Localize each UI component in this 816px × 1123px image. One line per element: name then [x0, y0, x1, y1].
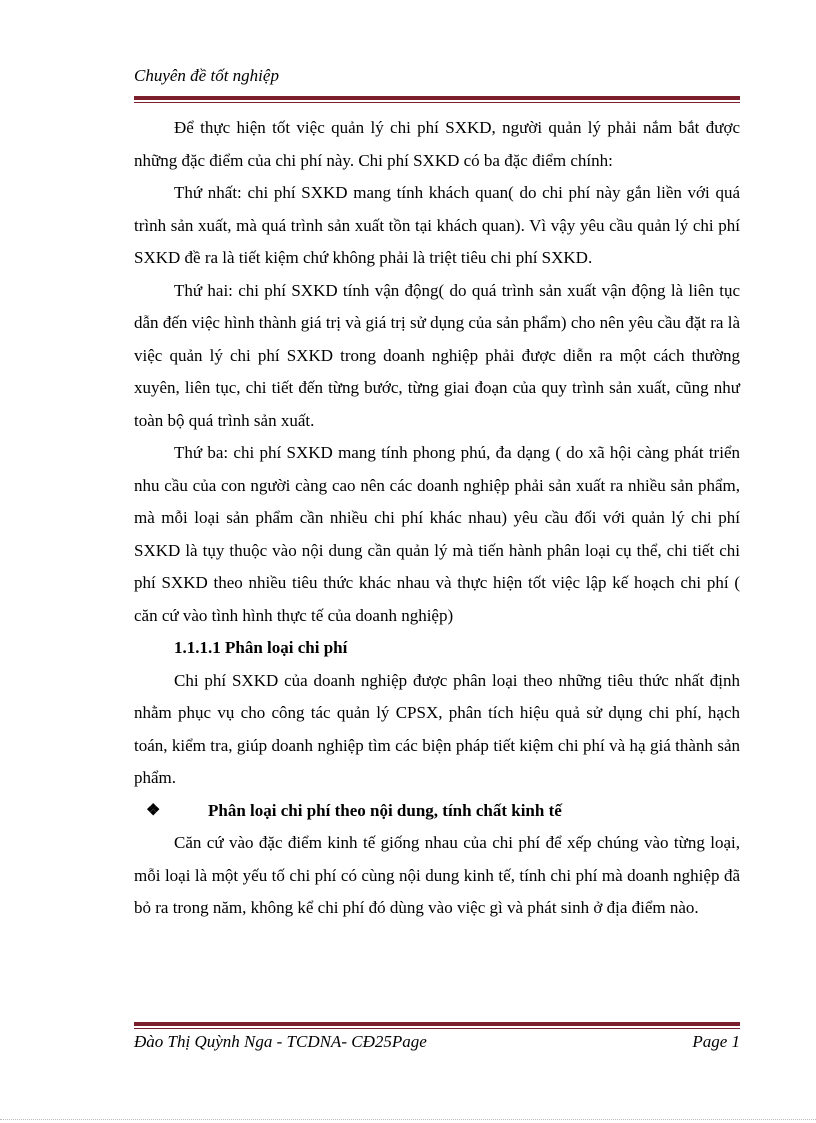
section-paragraph: Chi phí SXKD của doanh nghiệp được phân loại theo những tiêu thức nhất định nhằm phục vụ cho công tác quản lý CPSX, phân tích hiệu quả sử dụng chi phí, hạch toán, kiểm tra, giúp doanh nghiệp tìm các biện pháp tiết kiệm chi phí và hạ giá thành sản phẩm.: [134, 670, 740, 787]
footer: [134, 1032, 740, 1052]
page-edge-divider: [0, 1119, 816, 1120]
page-number: Page 1: [692, 1032, 740, 1051]
header-rule: [134, 96, 740, 103]
first-characteristic-paragraph: Thứ nhất: chi phí SXKD mang tính khách quan( do chi phí này gắn liền với quá trình sản xuất, mà quá trình sản xuất tồn tại khách quan). Vì vậy yêu cầu quản lý chi phí SXKD đề ra là tiết kiệm chứ không phải là triệt tiêu chi phí SXKD.: [134, 183, 740, 267]
diamond-bullet-icon: ❖: [146, 801, 161, 819]
intro-paragraph: Để thực hiện tốt việc quản lý chi phí SXKD, người quản lý phải nắm bắt được những đặc điểm của chi phí này. Chi phí SXKD có ba đặc điểm chính:: [134, 118, 740, 170]
footer-rule: [134, 1022, 740, 1029]
bullet-heading-row: [134, 795, 740, 828]
footer-author: Đào Thị Quỳnh Nga - TCDNA- CĐ25Page: [134, 1032, 427, 1051]
bullet-heading: Phân loại chi phí theo nội dung, tính chất kinh tế: [208, 800, 562, 820]
second-characteristic-paragraph: Thứ hai: chi phí SXKD tính vận động( do quá trình sản xuất vận động là liên tục dẫn đến việc hình thành giá trị và giá trị sử dụng của sản phẩm) cho nên yêu cầu đặt ra là việc quản lý chi phí SXKD trong doanh nghiệp phải được diễn ra một cách thường xuyên, liên tục, chi tiết đến từng bước, từng giai đoạn của quy trình sản xuất, cũng như toàn bộ quá trình sản xuất.: [134, 280, 740, 430]
bullet-paragraph: Căn cứ vào đặc điểm kinh tế giống nhau của chi phí để xếp chúng vào từng loại, mỗi loại là một yếu tố chi phí có cùng nội dung kinh tế, tính chi phí mà doanh nghiệp đã bỏ ra trong năm, không kể chi phí đó dùng vào việc gì và phát sinh ở địa điểm nào.: [134, 833, 740, 917]
third-characteristic-paragraph: Thứ ba: chi phí SXKD mang tính phong phú, đa dạng ( do xã hội càng phát triển nhu cầu của con người càng cao nên các doanh nghiệp phải sản xuất ra nhiều sản phẩm, mà mỗi loại sản phẩm cần nhiều chi phí khác nhau) yêu cầu đối với quản lý chi phí SXKD là tụy thuộc vào nội dung cần quản lý mà tiến hành phân loại cụ thể, chi tiết chi phí SXKD theo nhiều tiêu thức khác nhau và thực hiện tốt việc lập kế hoạch chi phí ( căn cứ vào tình hình thực tế của doanh nghiệp): [134, 443, 740, 625]
document-body: [134, 112, 740, 925]
section-heading: 1.1.1.1 Phân loại chi phí: [174, 638, 348, 657]
header-title: Chuyên đề tốt nghiệp: [134, 66, 279, 85]
